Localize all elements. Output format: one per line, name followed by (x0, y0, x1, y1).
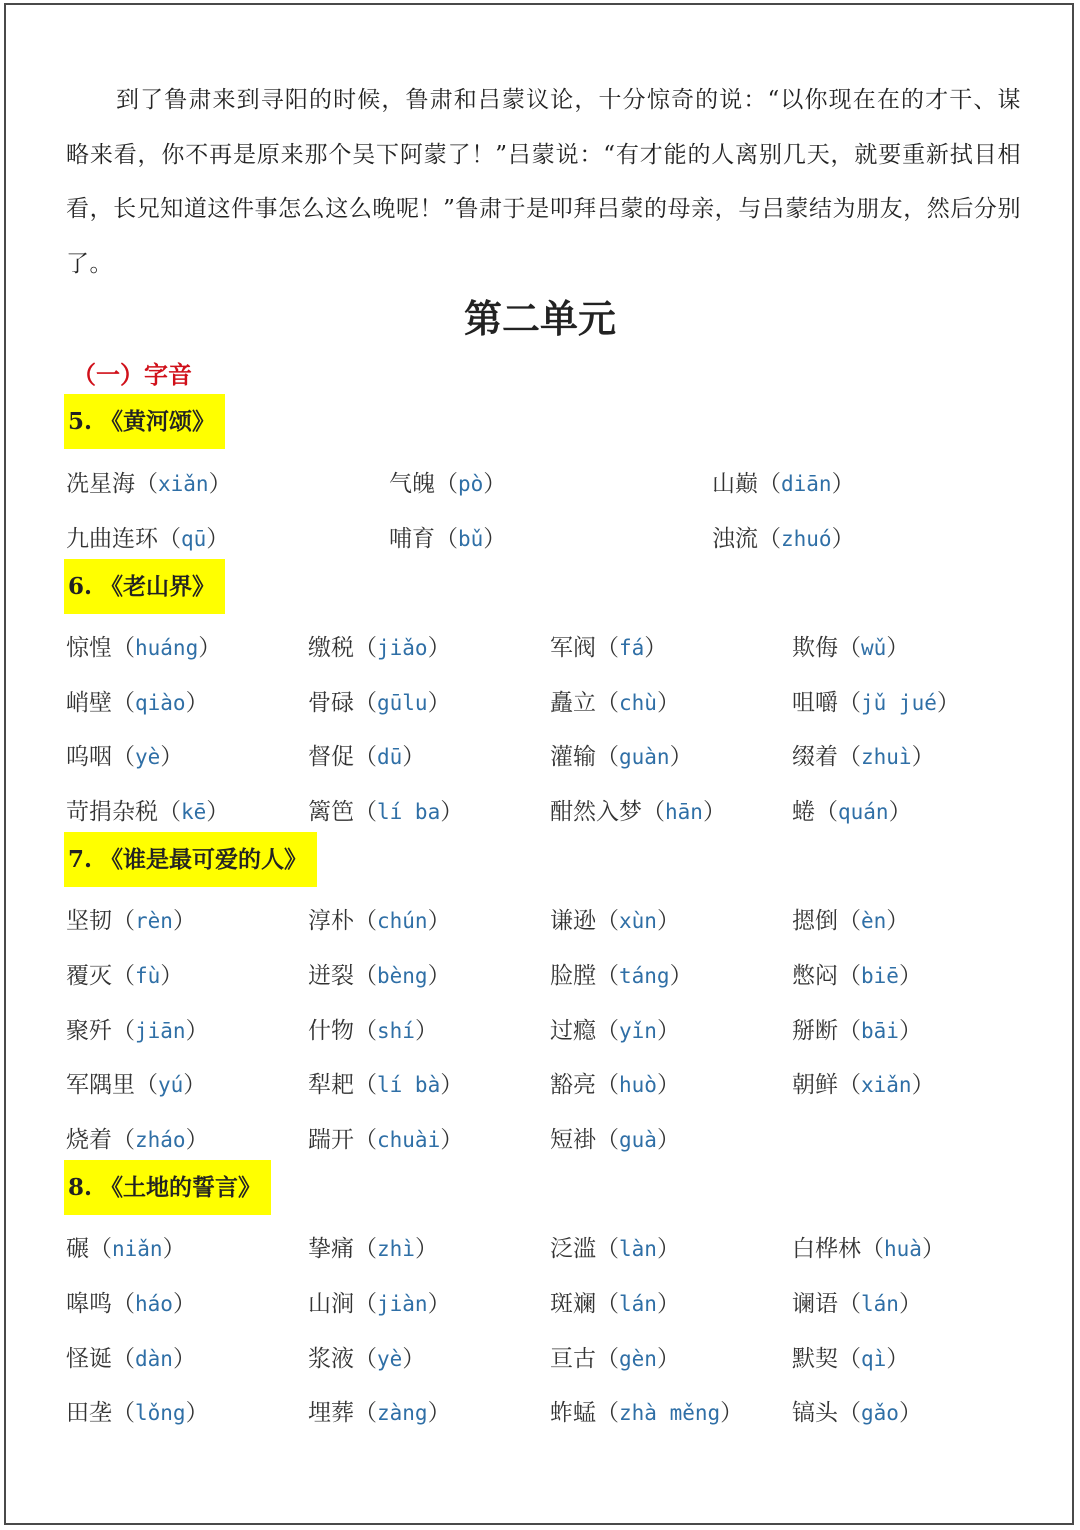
list-item: 短褂（guà） (550, 1127, 680, 1153)
item-pinyin: zhà měng (619, 1401, 721, 1425)
intro-paragraph: 到了鲁肃来到寻阳的时候，鲁肃和吕蒙议论，十分惊奇的说：“以你现在在的才干、谋略来看，你不再是原来那个吴下阿蒙了！”吕蒙说：“有才能的人离别几天，就要重新拭目相看，长兄知道这件事怎么这么晚呢！”鲁肃于是叩拜吕蒙的母亲，与吕蒙结为朋友，然后分别了。 (66, 87, 1021, 278)
lesson-title-8: 8. 《土地的誓言》 (64, 1160, 271, 1215)
item-pinyin: hān (665, 800, 703, 824)
item-pinyin: zháo (135, 1128, 186, 1152)
list-item: 挚痛（zhì） (308, 1236, 438, 1262)
item-pinyin: chuài (377, 1128, 441, 1152)
item-word: 篱笆 (308, 799, 354, 825)
lesson-title-5: 5. 《黄河颂》 (64, 394, 225, 449)
list-item: 亘古（gèn） (550, 1346, 680, 1372)
list-item: 埋葬（zàng） (308, 1400, 451, 1426)
item-pinyin: dàn (135, 1347, 173, 1371)
item-word: 短褂 (550, 1127, 596, 1153)
list-item: 田垄（lǒng） (66, 1400, 209, 1426)
list-item: 谦逊（xùn） (550, 908, 680, 934)
item-word: 山巅 (712, 471, 758, 497)
item-word: 默契 (792, 1346, 838, 1372)
item-word: 烧着 (66, 1127, 112, 1153)
item-word: 碾 (66, 1236, 89, 1262)
item-pinyin: rèn (135, 909, 173, 933)
list-item: 憋闷（biē） (792, 963, 922, 989)
item-word: 督促 (308, 744, 354, 770)
item-pinyin: fù (135, 964, 161, 988)
item-word: 过瘾 (550, 1018, 596, 1044)
item-word: 谦逊 (550, 908, 596, 934)
item-pinyin: zhì (377, 1237, 415, 1261)
item-pinyin: dū (377, 745, 403, 769)
item-word: 泛滥 (550, 1236, 596, 1262)
item-pinyin: gūlu (377, 691, 428, 715)
list-item: 什物（shí） (308, 1018, 438, 1044)
list-item: 坚韧（rèn） (66, 908, 196, 934)
item-pinyin: lán (861, 1292, 899, 1316)
lesson-title-7: 7. 《谁是最可爱的人》 (64, 832, 317, 887)
list-item: 烧着（zháo） (66, 1127, 209, 1153)
item-pinyin: bǔ (458, 527, 484, 551)
list-item: 嗥鸣（háo） (66, 1291, 196, 1317)
list-item: 摁倒（èn） (792, 908, 910, 934)
item-word: 踹开 (308, 1127, 354, 1153)
item-pinyin: wǔ (861, 636, 887, 660)
item-pinyin: diān (781, 472, 832, 496)
list-item: 镐头（gǎo） (792, 1400, 922, 1426)
item-pinyin: qū (181, 527, 207, 551)
item-word: 九曲连环 (66, 526, 158, 552)
list-item: 豁亮（huò） (550, 1072, 680, 1098)
item-word: 灌输 (550, 744, 596, 770)
list-item: 峭壁（qiào） (66, 690, 209, 716)
list-item: 浆液（yè） (308, 1346, 426, 1372)
item-word: 谰语 (792, 1291, 838, 1317)
list-item: 军隅里（yú） (66, 1072, 207, 1098)
item-word: 埋葬 (308, 1400, 354, 1426)
list-item: 泛滥（làn） (550, 1236, 680, 1262)
item-word: 哺育 (389, 526, 435, 552)
item-pinyin: huò (619, 1073, 657, 1097)
item-word: 坚韧 (66, 908, 112, 934)
item-word: 欺侮 (792, 635, 838, 661)
item-pinyin: jiān (135, 1019, 186, 1043)
item-pinyin: gèn (619, 1347, 657, 1371)
list-item: 脸膛（táng） (550, 963, 693, 989)
item-pinyin: zhuó (781, 527, 832, 551)
item-word: 豁亮 (550, 1072, 596, 1098)
item-word: 军隅里 (66, 1072, 135, 1098)
item-pinyin: lí bà (377, 1073, 441, 1097)
item-word: 迸裂 (308, 963, 354, 989)
list-item: 覆灭（fù） (66, 963, 184, 989)
list-item: 山涧（jiàn） (308, 1291, 451, 1317)
item-word: 掰断 (792, 1018, 838, 1044)
item-pinyin: fá (619, 636, 645, 660)
item-word: 犁耙 (308, 1072, 354, 1098)
list-item: 碾（niǎn） (66, 1236, 186, 1262)
list-item: 军阀（fá） (550, 635, 668, 661)
item-word: 亘古 (550, 1346, 596, 1372)
item-word: 朝鲜 (792, 1072, 838, 1098)
item-word: 淳朴 (308, 908, 354, 934)
item-pinyin: qì (861, 1347, 887, 1371)
item-word: 苛捐杂税 (66, 799, 158, 825)
item-pinyin: qiào (135, 691, 186, 715)
list-item: 冼星海（xiǎn） (66, 471, 232, 497)
item-word: 缀着 (792, 744, 838, 770)
item-word: 覆灭 (66, 963, 112, 989)
item-word: 骨碌 (308, 690, 354, 716)
list-item: 踹开（chuài） (308, 1127, 464, 1153)
list-item: 浊流（zhuó） (712, 526, 855, 552)
item-word: 山涧 (308, 1291, 354, 1317)
item-word: 浆液 (308, 1346, 354, 1372)
unit-title: 第二单元 (463, 296, 616, 341)
list-item: 灌输（guàn） (550, 744, 693, 770)
item-pinyin: xiǎn (861, 1073, 912, 1097)
item-word: 田垄 (66, 1400, 112, 1426)
list-item: 蚱蜢（zhà měng） (550, 1400, 744, 1426)
list-item: 谰语（lán） (792, 1291, 922, 1317)
item-pinyin: zàng (377, 1401, 428, 1425)
item-pinyin: kē (181, 800, 207, 824)
list-item: 欺侮（wǔ） (792, 635, 910, 661)
list-item: 呜咽（yè） (66, 744, 184, 770)
item-word: 蚱蜢 (550, 1400, 596, 1426)
item-pinyin: yè (377, 1347, 403, 1371)
item-pinyin: gǎo (861, 1401, 899, 1425)
item-word: 脸膛 (550, 963, 596, 989)
list-item: 督促（dū） (308, 744, 426, 770)
item-word: 白桦林 (792, 1236, 861, 1262)
item-pinyin: guàn (619, 745, 670, 769)
list-item: 聚歼（jiān） (66, 1018, 209, 1044)
list-item: 斑斓（lán） (550, 1291, 680, 1317)
list-item: 过瘾（yǐn） (550, 1018, 680, 1044)
list-item: 咀嚼（jǔ jué） (792, 690, 960, 716)
list-item: 九曲连环（qū） (66, 526, 230, 552)
item-pinyin: biē (861, 964, 899, 988)
list-item: 默契（qì） (792, 1346, 910, 1372)
item-pinyin: háo (135, 1292, 173, 1316)
list-item: 犁耙（lí bà） (308, 1072, 464, 1098)
item-pinyin: lán (619, 1292, 657, 1316)
list-item: 缴税（jiǎo） (308, 635, 451, 661)
item-pinyin: shí (377, 1019, 415, 1043)
item-pinyin: yè (135, 745, 161, 769)
list-item: 淳朴（chún） (308, 908, 451, 934)
item-word: 矗立 (550, 690, 596, 716)
list-item: 山巅（diān） (712, 471, 855, 497)
item-pinyin: bāi (861, 1019, 899, 1043)
item-word: 酣然入梦 (550, 799, 642, 825)
list-item: 哺育（bǔ） (389, 526, 507, 552)
item-word: 峭壁 (66, 690, 112, 716)
item-word: 挚痛 (308, 1236, 354, 1262)
list-item: 怪诞（dàn） (66, 1346, 196, 1372)
lesson-title-6: 6. 《老山界》 (64, 559, 225, 614)
item-word: 呜咽 (66, 744, 112, 770)
item-pinyin: pò (458, 472, 484, 496)
item-pinyin: yǐn (619, 1019, 657, 1043)
item-pinyin: chún (377, 909, 428, 933)
list-item: 篱笆（lí ba） (308, 799, 464, 825)
item-word: 蜷 (792, 799, 815, 825)
list-item: 酣然入梦（hān） (550, 799, 726, 825)
item-pinyin: làn (619, 1237, 657, 1261)
item-word: 气魄 (389, 471, 435, 497)
item-pinyin: jiàn (377, 1292, 428, 1316)
item-word: 斑斓 (550, 1291, 596, 1317)
item-pinyin: bèng (377, 964, 428, 988)
item-pinyin: guà (619, 1128, 657, 1152)
item-pinyin: xùn (619, 909, 657, 933)
list-item: 蜷（quán） (792, 799, 912, 825)
item-pinyin: táng (619, 964, 670, 988)
item-pinyin: lǒng (135, 1401, 186, 1425)
item-pinyin: èn (861, 909, 887, 933)
list-item: 缀着（zhuì） (792, 744, 935, 770)
item-word: 缴税 (308, 635, 354, 661)
item-word: 浊流 (712, 526, 758, 552)
item-word: 镐头 (792, 1400, 838, 1426)
item-word: 咀嚼 (792, 690, 838, 716)
list-item: 苛捐杂税（kē） (66, 799, 230, 825)
section-title: （一）字音 (72, 360, 192, 389)
list-item: 骨碌（gūlu） (308, 690, 451, 716)
list-item: 迸裂（bèng） (308, 963, 451, 989)
item-pinyin: huáng (135, 636, 199, 660)
item-pinyin: zhuì (861, 745, 912, 769)
item-pinyin: jǔ jué (861, 691, 937, 715)
item-word: 惊惶 (66, 635, 112, 661)
item-word: 摁倒 (792, 908, 838, 934)
item-word: 冼星海 (66, 471, 135, 497)
item-word: 憋闷 (792, 963, 838, 989)
item-pinyin: quán (838, 800, 889, 824)
item-pinyin: chù (619, 691, 657, 715)
item-pinyin: yú (158, 1073, 184, 1097)
item-pinyin: lí ba (377, 800, 441, 824)
list-item: 掰断（bāi） (792, 1018, 922, 1044)
item-pinyin: niǎn (112, 1237, 163, 1261)
item-word: 怪诞 (66, 1346, 112, 1372)
item-word: 聚歼 (66, 1018, 112, 1044)
item-pinyin: jiǎo (377, 636, 428, 660)
list-item: 矗立（chù） (550, 690, 680, 716)
item-pinyin: xiǎn (158, 472, 209, 496)
list-item: 惊惶（huáng） (66, 635, 222, 661)
list-item: 白桦林（huà） (792, 1236, 945, 1262)
list-item: 朝鲜（xiǎn） (792, 1072, 935, 1098)
item-word: 军阀 (550, 635, 596, 661)
item-word: 什物 (308, 1018, 354, 1044)
item-word: 嗥鸣 (66, 1291, 112, 1317)
list-item: 气魄（pò） (389, 471, 507, 497)
item-pinyin: huà (884, 1237, 922, 1261)
